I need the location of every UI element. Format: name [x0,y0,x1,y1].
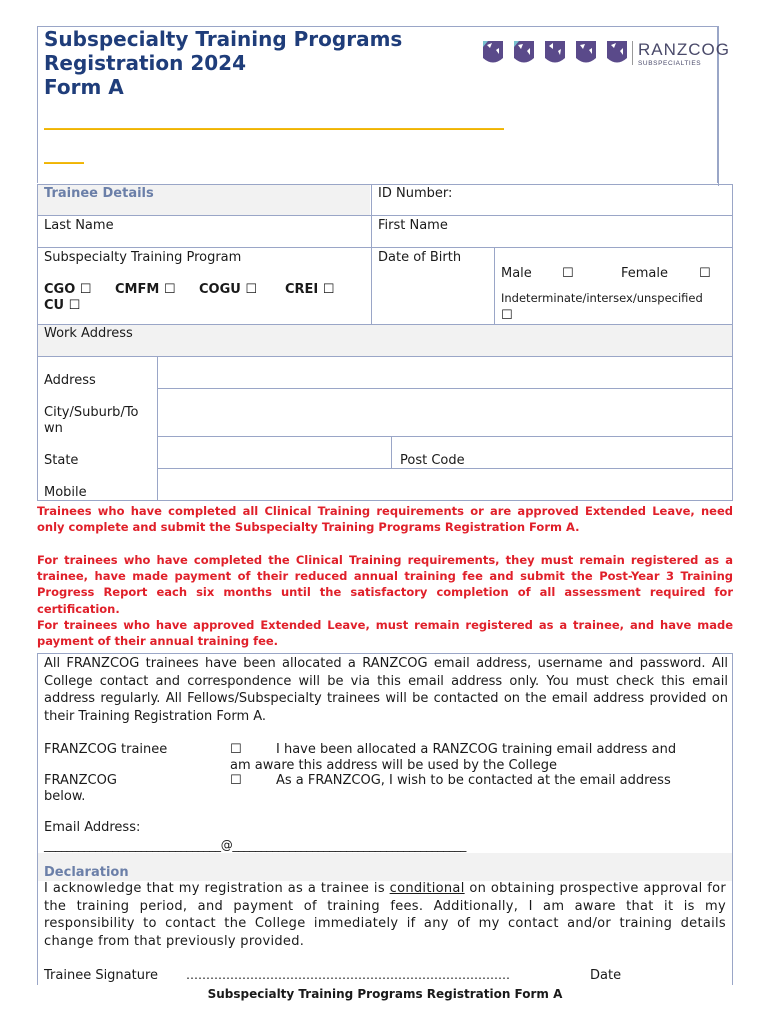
male-label: Male [501,266,532,281]
program-option-cu[interactable]: CU ☐ [44,298,81,313]
logo-subtitle: SUBSPECIALTIES [638,60,702,67]
program-option-cogu[interactable]: COGU ☐ [199,282,257,297]
email-address-label: Email Address: [44,820,141,835]
mobile-label: Mobile [44,485,87,500]
trainee-email-text-2: am aware this address will be used by the College [230,758,557,773]
email-intro: All FRANZCOG trainees have been allocated a RANZCOG email address, username and password. All College contact and correspondence will be via this email address only. You must check this email address regularly. All Fellows/Subspecialty trainees will be contacted on the email address provided on their Training Registration Form A. [44,656,728,724]
form-title-line-1: Subspecialty Training Programs [44,27,403,51]
program-option-crei[interactable]: CREI ☐ [285,282,335,297]
franzcog-fellow-label: FRANZCOG [44,773,117,788]
notice-completed-clinical: For trainees who have completed the Clinical Training requirements, they must remain registered as a trainee, have made payment of their reduced annual training fee and submit the Post-Year 3 Training Progress Report each six months until the satisfactory completion of all assessment required for certification. [37,553,733,616]
first-name-field[interactable] [460,217,730,245]
date-label: Date [590,968,622,983]
logo-wordmark: RANZCOG [638,40,730,59]
indeterminate-label: Indeterminate/intersex/unspecified [501,291,703,305]
notice-completed-or-leave: Trainees who have completed all Clinical Training requirements or are approved Extended Leave, need only complete and submit the Subspecialty Training Programs Registration Form A. [37,504,733,535]
notice-extended-leave: For trainees who have approved Extended Leave, must remain registered as a trainee, and have made payment of their annual training fee. [37,618,733,649]
declaration-conditional: conditional [389,881,465,896]
last-name-label: Last Name [44,218,114,233]
declaration-heading: Declaration [44,865,129,880]
program-option-cgo[interactable]: CGO ☐ [44,282,92,297]
first-name-label: First Name [378,218,448,233]
fellow-email-text: As a FRANZCOG, I wish to be contacted at the email address [276,773,671,788]
id-number-field[interactable] [460,186,730,212]
male-checkbox[interactable]: ☐ [562,266,574,281]
form-title-line-2: Registration 2024 [44,51,246,75]
city-field[interactable] [159,390,731,434]
postcode-label: Post Code [400,453,465,468]
franzcog-trainee-label: FRANZCOG trainee [44,742,168,757]
work-header-shade [38,325,733,356]
franzcog-fellow-label-wrap: below. [44,789,86,804]
declaration-text-start: I acknowledge that my registration as a trainee is [44,881,390,896]
state-label: State [44,453,79,468]
female-checkbox[interactable]: ☐ [699,266,711,281]
title-underline-1: ______________________________________________ [44,106,504,130]
indeterminate-checkbox[interactable]: ☐ [501,308,513,323]
address-field[interactable] [159,358,731,386]
declaration-header-shade [38,853,732,881]
signature-field[interactable]: ……………………………………………………………………… [186,968,510,982]
id-number-label: ID Number: [378,186,453,201]
address-label: Address [44,373,96,388]
form-title-line-3: Form A [44,75,124,99]
declaration-text [44,880,726,950]
city-label-wrap: wn [44,421,63,436]
fellow-email-checkbox[interactable]: ☐ [230,773,242,788]
title-underline-2: ____ [44,140,84,164]
program-label: Subspecialty Training Program [44,250,242,265]
page-footer: Subspecialty Training Programs Registration Form A [207,987,563,1001]
mobile-field[interactable] [159,470,731,498]
female-label: Female [621,266,669,281]
work-address-heading: Work Address [44,326,133,341]
trainee-email-checkbox[interactable]: ☐ [230,742,242,757]
declaration-text-end: on obtaining prospective approval for the training period, and payment of training fees. Additionally, I am aware that it is my responsibility to contact the College immediately if any of my contact and/or training details change from that previously provided. [44,881,726,949]
state-field[interactable] [159,438,389,466]
program-option-cmfm[interactable]: CMFM ☐ [115,282,176,297]
trainee-email-text-1: I have been allocated a RANZCOG training email address and [276,742,677,757]
last-name-field[interactable] [125,217,368,245]
city-label: City/Suburb/To [44,405,139,420]
trainee-details-heading: Trainee Details [44,186,154,201]
dob-label: Date of Birth [378,250,462,265]
ranzcog-logo [480,36,730,70]
signature-label: Trainee Signature [44,968,159,983]
email-address-field[interactable]: _______________________________@_________________________________________ [44,838,467,852]
